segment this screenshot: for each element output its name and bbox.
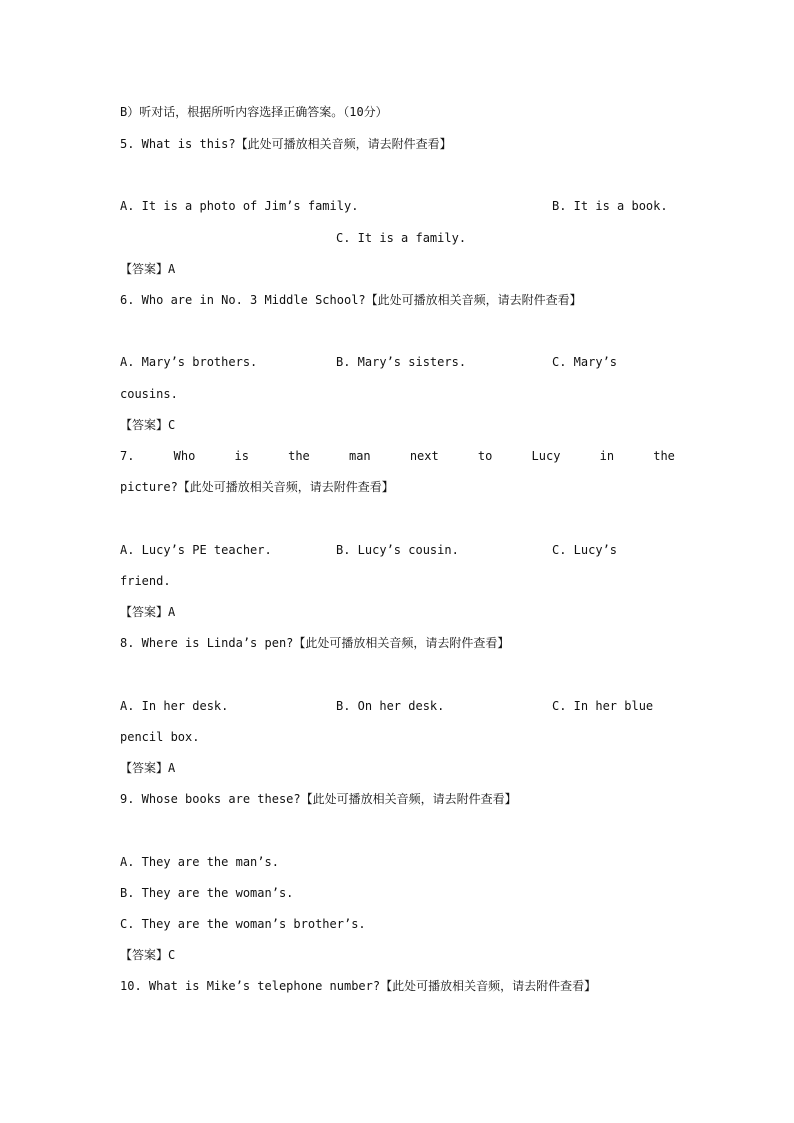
answer-value: A [168,262,176,276]
option-c: C. In her blue [552,699,654,713]
answer-value: A [168,761,176,775]
answer-prefix: 【答案】 [120,761,169,775]
answer-prefix: 【答案】 [120,948,169,962]
answer-value: A [168,605,176,619]
option-c: C. It is a family. [336,231,467,245]
question-word: man [348,449,371,463]
option-b: B. They are the woman’s. [120,886,294,900]
section-header: B）听对话，根据所听内容选择正确答案。（10分） [120,105,388,119]
question-word: to [477,449,493,463]
question-word: next [409,449,439,463]
option-c-continued: friend. [120,574,171,588]
question-text: 5. What is this? [120,137,236,151]
option-b: B. Lucy’s cousin. [336,543,459,557]
answer-6 [120,417,175,433]
question-text: picture? [120,480,178,494]
option-a: A. Mary’s brothers. [120,355,258,369]
option-a: A. In her desk. [120,699,229,713]
answer-prefix: 【答案】 [120,605,169,619]
option-b: B. On her desk. [336,699,445,713]
question-word: is [234,449,249,463]
audio-note[interactable]: 【此处可播放相关音频，请去附件查看】 [380,979,597,993]
option-a: A. Lucy’s PE teacher. [120,543,272,557]
answer-8 [120,760,175,776]
question-9 [120,791,517,807]
audio-note[interactable]: 【此处可播放相关音频，请去附件查看】 [235,137,452,151]
option-c: C. They are the woman’s brother’s. [120,917,366,931]
answer-value: C [168,948,176,962]
question-word: in [599,449,615,463]
option-c: C. Lucy’s [552,543,618,557]
question-6 [120,292,582,308]
answer-prefix: 【答案】 [120,262,169,276]
audio-note[interactable]: 【此处可播放相关音频，请去附件查看】 [293,636,510,650]
question-5 [120,136,452,152]
answer-value: C [168,418,176,432]
question-text: 10. What is Mike’s telephone number? [120,979,381,993]
answer-prefix: 【答案】 [120,418,169,432]
question-text: 6. Who are in No. 3 Middle School? [120,293,366,307]
answer-7 [120,604,175,620]
option-a: A. It is a photo of Jim’s family. [120,199,359,213]
option-c-continued: pencil box. [120,730,200,744]
question-text: 9. Whose books are these? [120,792,301,806]
question-word: Who [173,449,196,463]
audio-note[interactable]: 【此处可播放相关音频，请去附件查看】 [300,792,517,806]
option-a: A. They are the man’s. [120,855,279,869]
question-word: the [288,449,310,463]
option-c-continued: cousins. [120,387,178,401]
question-7-continued [120,479,394,495]
answer-5 [120,261,175,277]
question-8 [120,635,509,651]
option-c: C. Mary’s [552,355,618,369]
question-7 [120,448,675,464]
question-word: Lucy [531,449,561,463]
question-word: 7. [120,449,135,463]
audio-note[interactable]: 【此处可播放相关音频，请去附件查看】 [177,480,394,494]
option-b: B. It is a book. [552,199,668,213]
answer-9 [120,947,175,963]
question-text: 8. Where is Linda’s pen? [120,636,294,650]
question-word: the [653,449,675,463]
audio-note[interactable]: 【此处可播放相关音频，请去附件查看】 [365,293,582,307]
option-b: B. Mary’s sisters. [336,355,467,369]
question-10 [120,978,596,994]
